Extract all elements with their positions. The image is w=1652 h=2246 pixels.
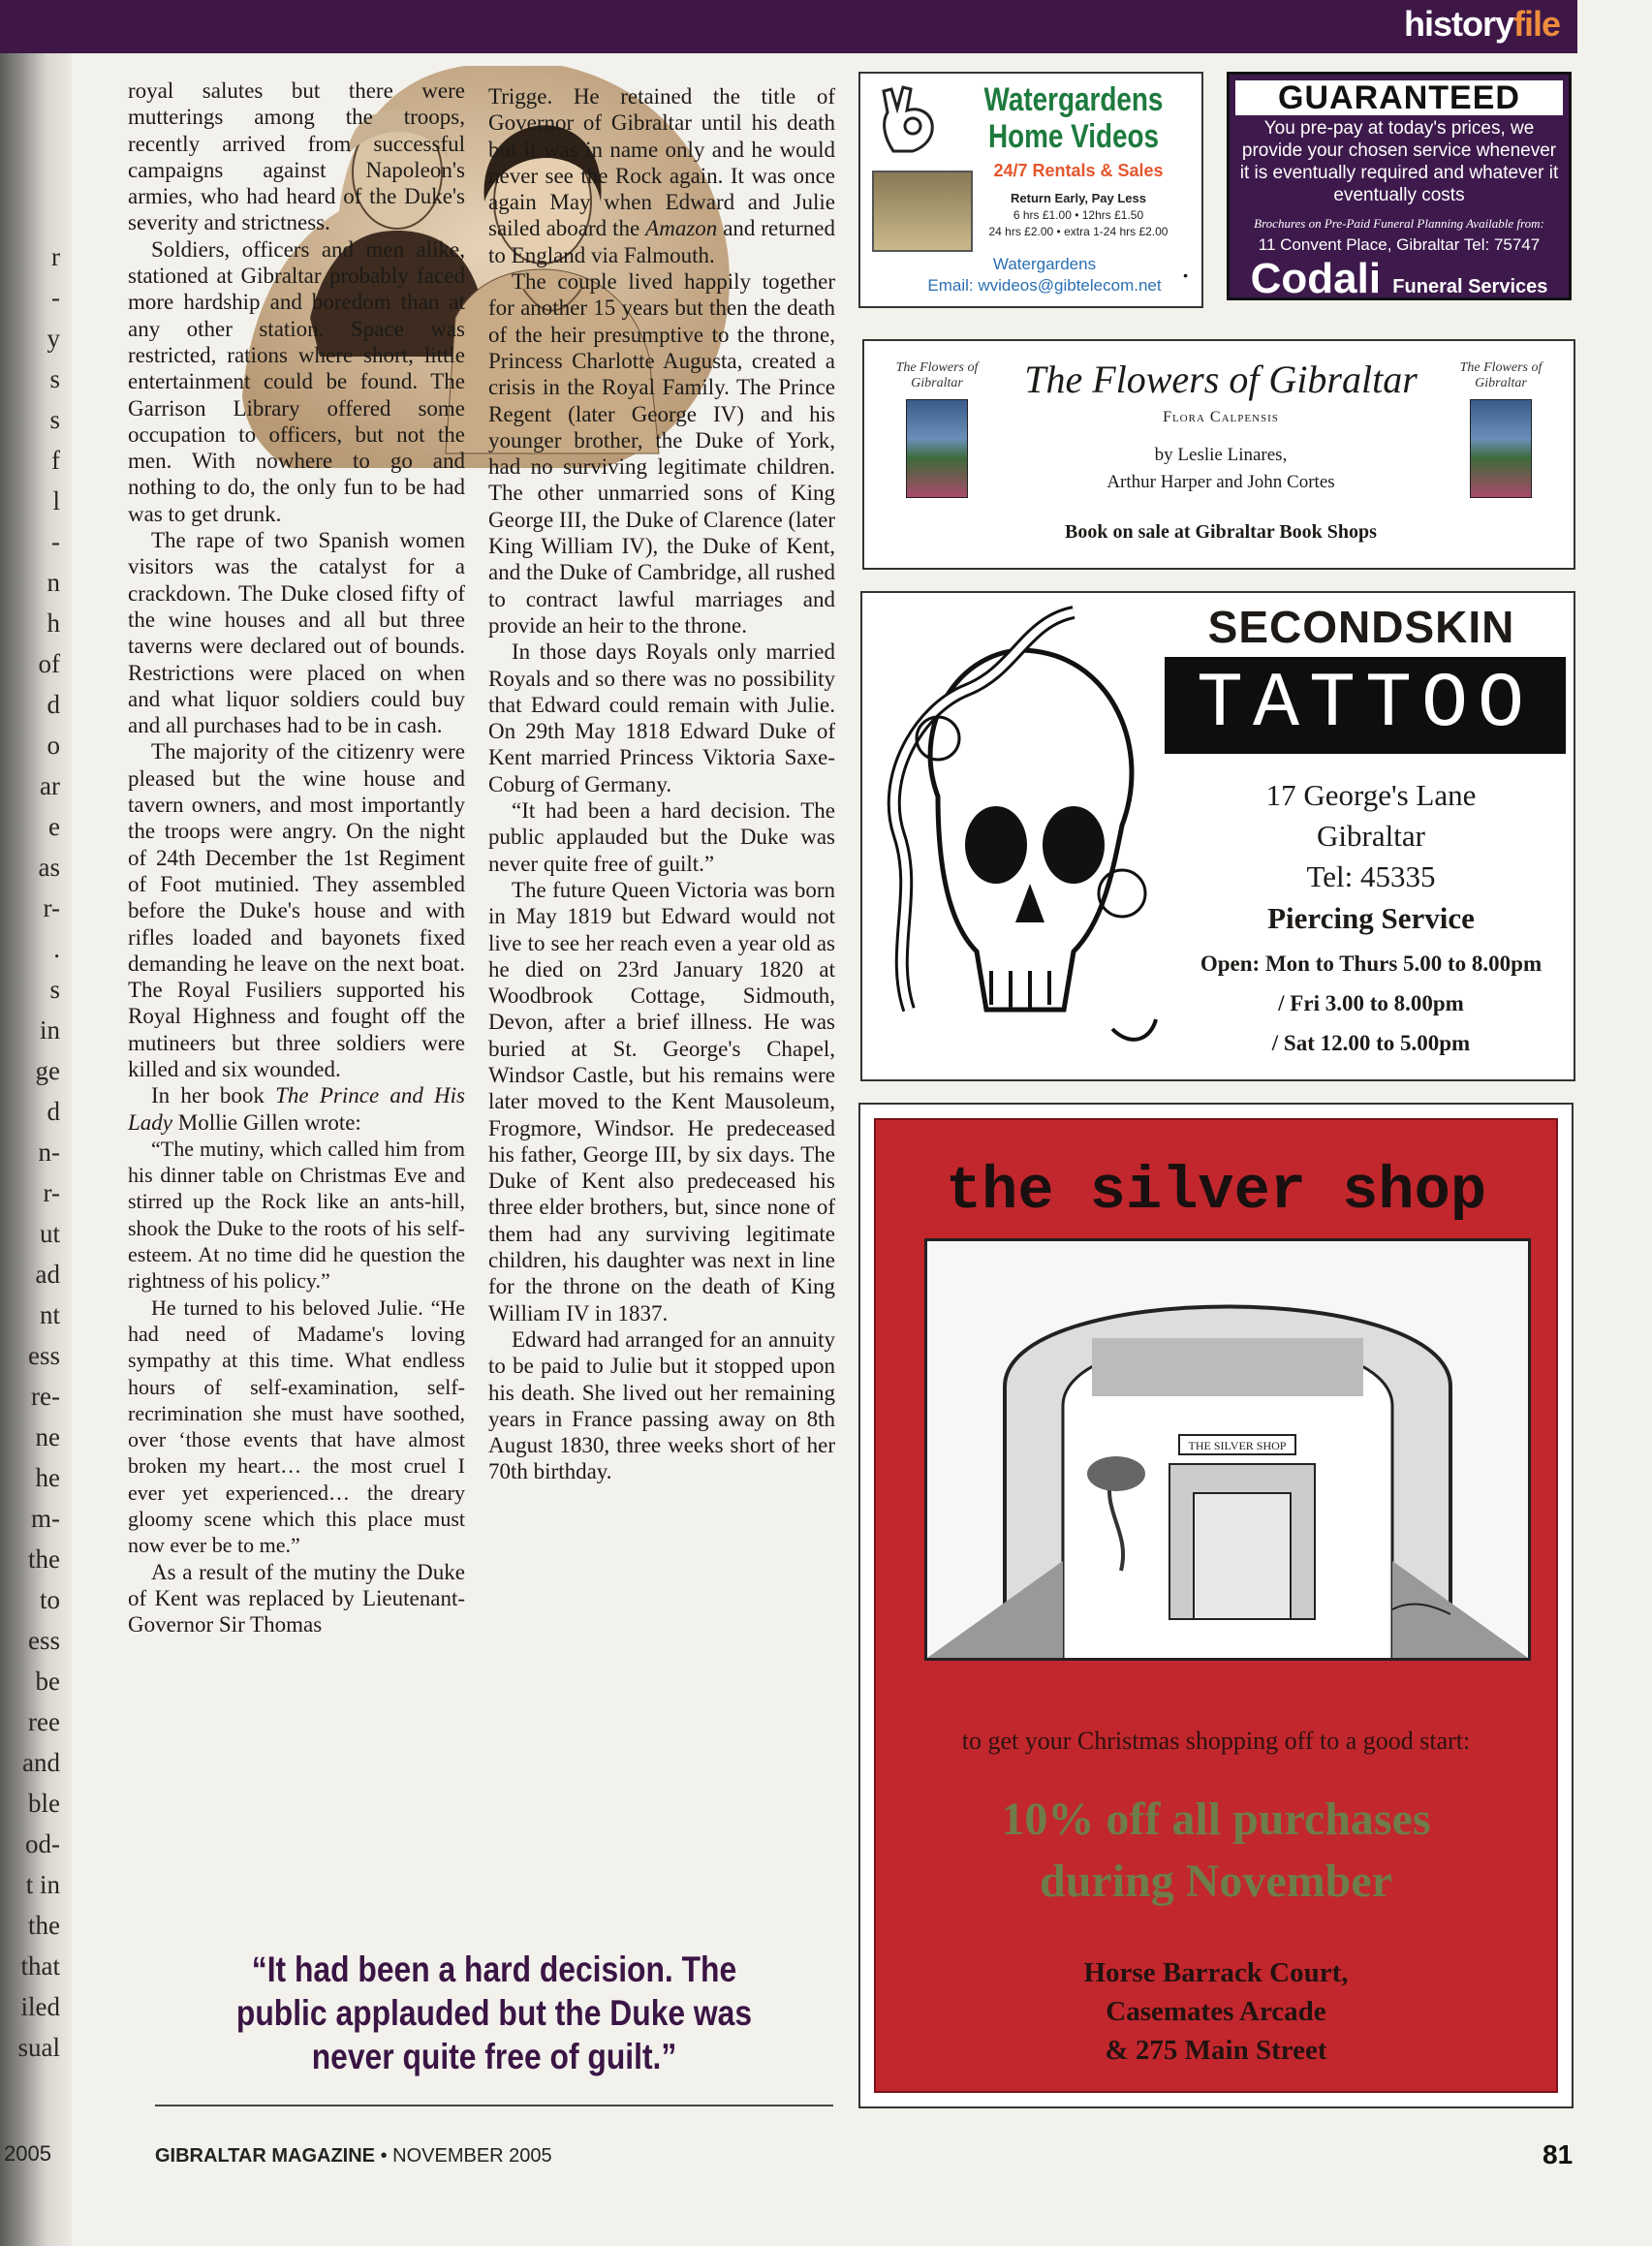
silver-shop-tagline: to get your Christmas shopping off to a good start: [961, 1727, 1471, 1755]
spine-fragment: of [38, 649, 60, 678]
watergardens-ad [858, 72, 1203, 308]
footer-credit: GIBRALTAR MAGAZINE • NOVEMBER 2005 [155, 2145, 552, 2167]
spine-fragment: o [47, 731, 60, 760]
shop-sign-text: THE SILVER SHOP [1188, 1439, 1287, 1452]
archway-illustration [927, 1241, 1528, 1658]
article-paragraph: Edward had arranged for an annuity to be paid to Julie but it stopped upon his death. She lived out her remaining years in France passing away on 8th August 1830, three weeks short of her 70th birthday. [488, 1326, 835, 1484]
spine-fragment: ut [39, 1219, 60, 1248]
tattoo-brand-name: SECONDSKIN [1207, 602, 1515, 652]
book-cover-right: The Flowers of Gibraltar [1448, 360, 1554, 554]
page-number: 81 [1543, 2139, 1574, 2169]
piercing-service: Piercing Service [1267, 901, 1475, 935]
facing-page-year: 2005 [4, 2141, 51, 2166]
codali-logo: Codali Funeral Services [1250, 255, 1548, 302]
spine-fragment: f [51, 446, 60, 475]
section-brand: historyfile [1403, 4, 1560, 44]
spine-fragment: s [49, 364, 60, 393]
article-paragraph: In those days Royals only married Royals and so there was no possibility that Edward could remain with Julie. On 29th May 1818 Edward Duke of Kent married Princess Viktoria Saxe-Coburg of Germany. [488, 639, 835, 796]
article-paragraph: As a result of the mutiny the Duke of Kent was replaced by Lieutenant-Governor Sir Thomas [128, 1559, 465, 1638]
codali-brochures: Brochures on Pre-Paid Funeral Planning Available from: [1254, 216, 1544, 231]
silver-shop-ad [858, 1103, 1574, 2108]
tattoo-banner: TATTOO [1165, 657, 1566, 754]
book-cover-left: The Flowers of Gibraltar [884, 360, 990, 554]
spine-fragment: re- [31, 1382, 60, 1411]
spine-fragment: y [47, 324, 60, 353]
spine-fragment: od- [25, 1829, 60, 1858]
article-paragraph: He turned to his beloved Julie. “He had need of Madame's loving sympathy at this time. What endless hours of self-examination, self-recrimination she must have soothed, over ‘those events that have almost broken my heart… the most cruel I ever yet experienced… the dreary gloomy scene which this place must now ever be to me.” [128, 1295, 465, 1558]
spine-fragment: - [51, 283, 60, 312]
spine-fragment: d [47, 1097, 60, 1126]
spine-fragment: . [53, 934, 60, 963]
spine-fragment: s [49, 405, 60, 434]
silver-shop-headline: the silver shop [945, 1157, 1487, 1226]
watergardens-prices: Return Early, Pay Less 6 hrs £1.00 • 12hrs £1.50 24 hrs £2.00 • extra 1-24 hrs £2.00 [988, 191, 1169, 238]
article-paragraph: The future Queen Victoria was born in May 1819 but Edward would not live to see her reach even a year old as he died on 23rd January 1820 at Woodbrook Cottage, Sidmouth, Devon, after a brief illness. He was buried at St. George's Chapel, Windsor Castle, but his remains were later moved to the Kent Mausoleum, Frogmore, Windsor. He predeceased his father, George III, by six days. The Duke of Kent also predeceased his three elder brothers, but, since none of them had any surviving legitimate children, his daughter was next in line for the throne on the death of King William IV in 1837. [488, 877, 835, 1326]
dot-mark: • [1183, 267, 1188, 283]
spine-fragment: he [35, 1463, 60, 1492]
silver-shop-address: Horse Barrack Court, Casemates Arcade & 275 Main Street [1083, 1957, 1349, 2066]
spine-fragment: ess [28, 1341, 60, 1370]
facing-page-text-fragments [0, 0, 68, 2246]
spine-fragment: n [47, 568, 60, 597]
watergardens-contact: Watergardens Email: wvideos@gibtelecom.net [927, 255, 1162, 295]
article-paragraph: The rape of two Spanish women visitors was the catalyst for a crackdown. The Duke closed fifty of the wine houses and all but three taverns were declared out of bounds. Restrictions were placed on when and what liquor soldiers could buy and all purchases had to be in cash. [128, 528, 465, 738]
book-title: The Flowers of Gibraltar [1024, 358, 1418, 401]
article-quote: “The mutiny, which called him from his dinner table on Christmas Eve and stirred up the Rock like an ants-hill, shook the Duke to the roots of his self-esteem. At no time did he question the rightness of his policy.” [128, 1136, 465, 1294]
book-subtitle: Flora Calpensis [1163, 409, 1279, 425]
spine-fragment: the [28, 1544, 60, 1574]
spine-fragment: r [51, 242, 60, 271]
spine-fragment: that [20, 1951, 60, 1981]
spine-fragment: be [35, 1667, 60, 1696]
spine-fragment: ree [28, 1707, 60, 1736]
codali-funeral-ad [1227, 72, 1572, 300]
video-store-thumbnail [872, 171, 973, 252]
watergardens-rentals: 24/7 Rentals & Sales [993, 161, 1164, 180]
spine-fragment: ge [35, 1056, 60, 1085]
spine-fragment: t in [25, 1870, 60, 1899]
spine-fragment: ar [40, 771, 60, 800]
spine-fragment: the [28, 1911, 60, 1940]
spine-fragment: as [38, 853, 60, 882]
spine-fragment: sual [17, 2033, 60, 2062]
article-paragraph: Trigge. He retained the title of Governor of Gibraltar until his death but it was in name only and he would never see the Rock again. It was once again May when Edward and Julie sailed aboard the Amazon and returned to England via Falmouth. [488, 84, 835, 267]
book-sale-info: Book on sale at Gibraltar Book Shops [1065, 521, 1377, 543]
article-paragraph: royal salutes but there were mutterings among the troops, recently arrived from successful campaigns against Napoleon's armies, who had heard of the Duke's severity and strictness. [128, 78, 465, 235]
article-paragraph: “It had been a hard decision. The public applauded but the Duke was never quite free of guilt.” [488, 798, 835, 876]
watergardens-title: Watergardens Home Videos [983, 81, 1164, 155]
spine-fragment: to [39, 1585, 60, 1614]
spine-fragment: iled [20, 1992, 60, 2021]
codali-headline: GUARANTEED [1235, 80, 1563, 115]
spine-fragment: ad [35, 1260, 60, 1289]
spine-fragment: r- [43, 893, 60, 922]
spine-fragment: and [22, 1748, 60, 1777]
article-paragraph: The couple lived happily together for another 15 years but then the death of the heir presumptive to the throne, Princess Charlotte Augusta, created a crisis in the Royal Family. The Prince Regent (later George IV) and his younger brother, the Duke of York, had no surviving legitimate children. The other unmarried sons of King George III, the Duke of Clarence (later King William IV), the Duke of Kent, and the Duke of Cambridge, all rushed to contract lawful marriages and provide an heir to the throne. [488, 269, 835, 638]
spine-fragment: ne [35, 1422, 60, 1451]
spine-fragment: d [47, 690, 60, 719]
spine-fragment: - [51, 527, 60, 556]
spine-fragment: h [47, 608, 60, 638]
flowers-of-gibraltar-ad [862, 339, 1575, 570]
spine-fragment: nt [39, 1300, 60, 1329]
shopfront-drawing [924, 1238, 1531, 1661]
spine-fragment: ess [28, 1626, 60, 1655]
spine-fragment: ble [28, 1789, 60, 1818]
footer-rule [155, 2105, 833, 2106]
article-column-1 [128, 78, 465, 1638]
section-header-bar [0, 0, 1577, 53]
skull-snake-illustration [880, 603, 1161, 1068]
hand-ok-icon [874, 83, 942, 161]
codali-body: You pre-pay at today's prices, we provide your chosen service whenever it is eventually required and whatever it eventually costs [1239, 118, 1559, 205]
spine-fragment: m- [31, 1504, 60, 1533]
silver-shop-offer: 10% off all purchases during November [1001, 1794, 1431, 1907]
codali-address: 11 Convent Place, Gibraltar Tel: 75747 [1258, 235, 1541, 254]
silver-shop-panel [874, 1118, 1558, 2093]
spine-fragment: l [52, 486, 60, 515]
pull-quote: “It had been a hard decision. The public applauded but the Duke was never quite free of guilt.” [235, 1950, 753, 2076]
article-column-2 [488, 83, 835, 1485]
article-paragraph: In her book The Prince and His Lady Mollie Gillen wrote: [128, 1083, 466, 1135]
tattoo-address: 17 George's Lane Gibraltar Tel: 45335 [1265, 778, 1477, 893]
spine-fragment: r- [43, 1178, 60, 1207]
spine-fragment: n- [38, 1138, 60, 1167]
spine-fragment: in [39, 1015, 60, 1045]
secondskin-tattoo-ad [860, 591, 1575, 1081]
article-paragraph: The majority of the citizenry were pleased but the wine house and tavern owners, and most importantly the troops were angry. On the night of 24th December the 1st Regiment of Foot mutinied. They assembled before the Duke's house and with rifles loaded and bayonets fixed demanding he leave on the next boat. The Royal Fusiliers supported his Royal Highness and fought off the mutineers but three soldiers were killed and six wounded. [128, 739, 465, 1081]
book-authors: by Leslie Linares, Arthur Harper and John Cortes [1107, 445, 1335, 492]
spine-fragment: s [49, 975, 60, 1004]
article-paragraph: Soldiers, officers and men alike, stationed at Gibraltar probably faced more hardship and boredom than at any other station. Space was restricted, rations where short, little entertainment could be found. The Garrison Library offered some occupation to officers, but not the men. With nowhere to go and nothing to do, the only fun to be had was to get drunk. [128, 236, 465, 526]
spine-fragment: e [48, 812, 60, 841]
tattoo-hours: Open: Mon to Thurs 5.00 to 8.00pm / Fri 3.00 to 8.00pm / Sat 12.00 to 5.00pm [1200, 951, 1543, 1055]
